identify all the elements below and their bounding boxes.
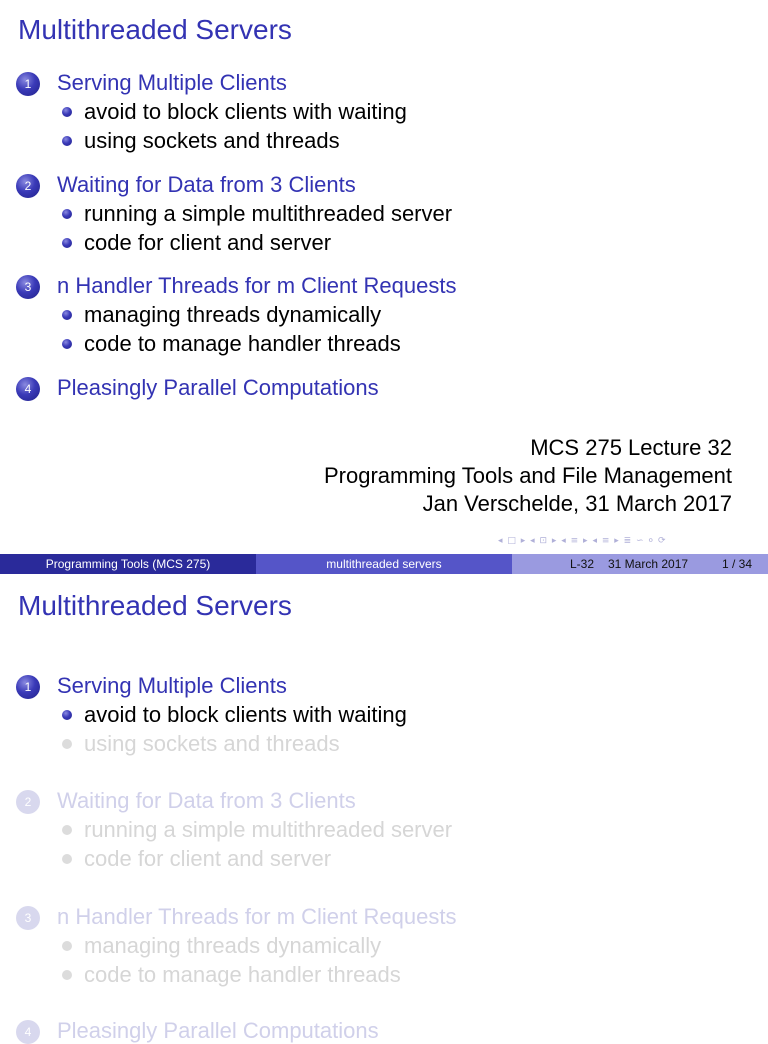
bullet-icon (62, 854, 72, 864)
section-number-badge: 2 (16, 790, 40, 814)
section-title[interactable]: n Handler Threads for m Client Requests (57, 273, 457, 298)
section-item: code to manage handler threads (84, 962, 401, 987)
section-title[interactable]: Pleasingly Parallel Computations (57, 1018, 379, 1043)
section-item: code to manage handler threads (84, 331, 401, 356)
slide-title: Multithreaded Servers (18, 14, 292, 45)
bullet-icon (62, 107, 72, 117)
footer-date: 31 March 2017 (608, 557, 689, 571)
section-number-badge: 1 (16, 72, 40, 96)
slide-footer (0, 554, 768, 574)
bullet-icon (62, 825, 72, 835)
footer-meta (512, 554, 768, 574)
bullet-icon (62, 209, 72, 219)
footer-page-number: 1 / 34 (722, 557, 753, 571)
section-number-badge: 3 (16, 906, 40, 930)
section-title[interactable]: Pleasingly Parallel Computations (57, 375, 379, 400)
section-number-badge: 4 (16, 1020, 40, 1044)
section-item: managing threads dynamically (84, 302, 382, 327)
beamer-navigation-icons[interactable]: ◂ □ ▸ ◂ ⊡ ▸ ◂ ≡ ▸ ◂ ≡ ▸ ≣ ∽ ० ⟳ (498, 536, 667, 546)
bullet-icon (62, 310, 72, 320)
section-title[interactable]: n Handler Threads for m Client Requests (57, 904, 457, 929)
section-number-badge: 4 (16, 377, 40, 401)
subject-line: Programming Tools and File Management (323, 463, 732, 488)
section-number-badge: 2 (16, 174, 40, 198)
slide-2 (0, 576, 768, 1043)
slide-title: Multithreaded Servers (18, 590, 292, 621)
section-item: avoid to block clients with waiting (84, 99, 407, 124)
section-item: using sockets and threads (84, 731, 340, 756)
section-item: using sockets and threads (84, 128, 340, 153)
footer-topic: multithreaded servers (256, 554, 512, 574)
section-item: code for client and server (84, 846, 332, 871)
section-item: running a simple multithreaded server (84, 201, 453, 226)
bullet-icon (62, 136, 72, 146)
section-title[interactable]: Waiting for Data from 3 Clients (57, 788, 356, 813)
section-item: code for client and server (84, 230, 332, 255)
section-title[interactable]: Waiting for Data from 3 Clients (57, 172, 356, 197)
bullet-icon (62, 970, 72, 980)
section-number-badge: 1 (16, 675, 40, 699)
bullet-icon (62, 339, 72, 349)
author-date-line: Jan Verschelde, 31 March 2017 (422, 491, 732, 516)
bullet-icon (62, 739, 72, 749)
section-item: avoid to block clients with waiting (84, 702, 407, 727)
section-title[interactable]: Serving Multiple Clients (57, 70, 287, 95)
section-title[interactable]: Serving Multiple Clients (57, 673, 287, 698)
footer-course: Programming Tools (MCS 275) (0, 554, 256, 574)
section-item: managing threads dynamically (84, 933, 382, 958)
course-line: MCS 275 Lecture 32 (530, 435, 732, 460)
bullet-icon (62, 710, 72, 720)
bullet-icon (62, 238, 72, 248)
footer-lecture: L-32 (570, 557, 595, 571)
section-number-badge: 3 (16, 275, 40, 299)
section-item: running a simple multithreaded server (84, 817, 453, 842)
lecture-info (324, 434, 732, 518)
bullet-icon (62, 941, 72, 951)
